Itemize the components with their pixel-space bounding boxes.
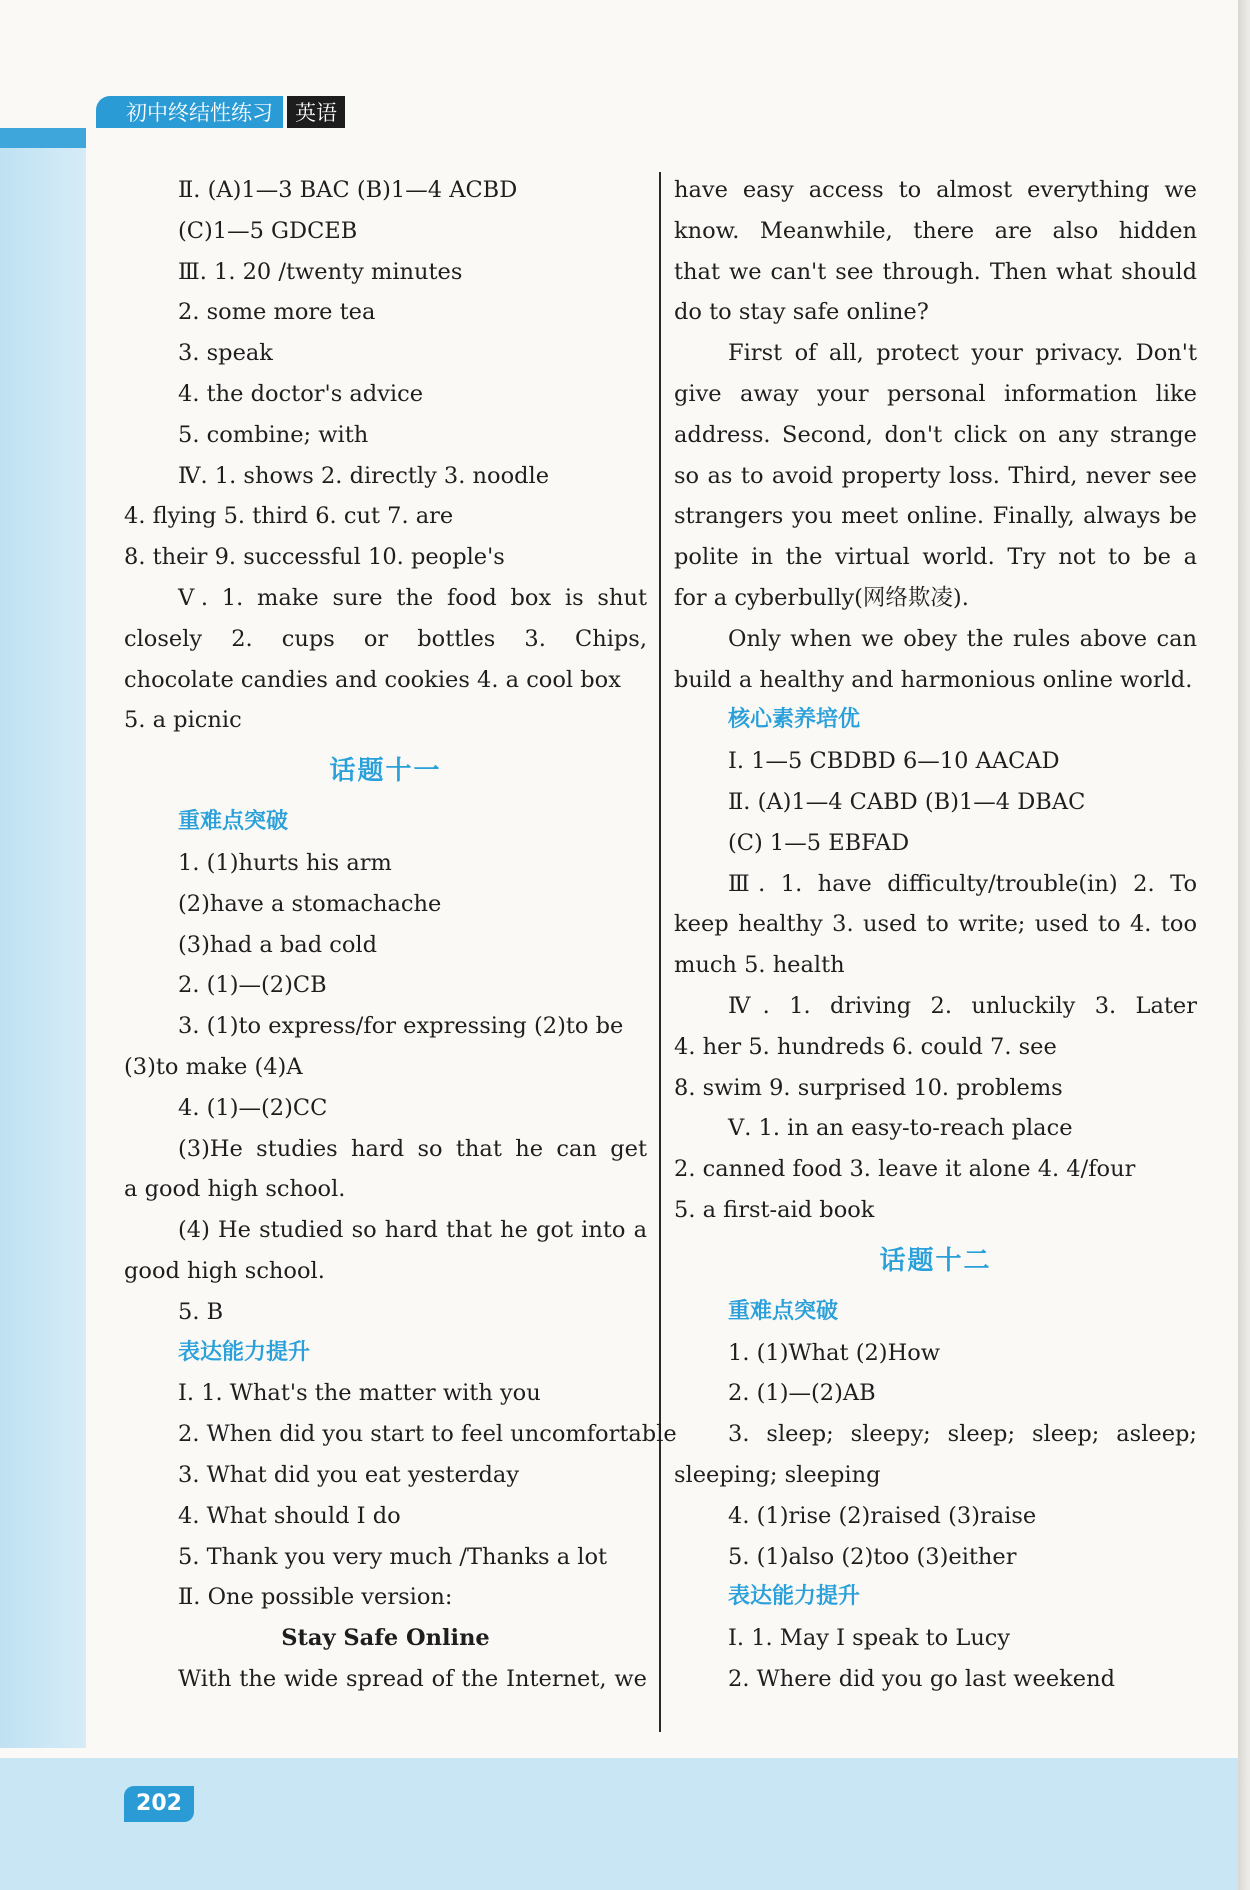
answer-line: much 5. health xyxy=(674,952,845,979)
answer-line: Ⅴ. 1. in an easy-to-reach place xyxy=(728,1115,1073,1142)
essay-line: Only when we obey the rules above can xyxy=(728,625,1197,652)
answer-line: 4. (1)—(2)CC xyxy=(178,1094,328,1121)
answer-line: 3. What did you eat yesterday xyxy=(178,1461,520,1488)
answer-line: (3)had a bad cold xyxy=(178,931,378,958)
answer-line: 3. (1)to express/for expressing (2)to be xyxy=(178,1013,624,1040)
topic-heading: 话题十一 xyxy=(329,756,442,787)
essay-line: address. Second, don't click on any strange xyxy=(674,421,1197,448)
answer-line: (3)to make (4)A xyxy=(124,1053,303,1080)
answer-line: 4. her 5. hundreds 6. could 7. see xyxy=(674,1033,1057,1060)
answer-line: 2. When did you start to feel uncomfortable xyxy=(178,1421,677,1448)
answer-line: 2. Where did you go last weekend xyxy=(728,1665,1116,1692)
bottom-decorative-band xyxy=(0,1758,1238,1890)
essay-line: With the wide spread of the Internet, we xyxy=(178,1665,647,1692)
answer-line: a good high school. xyxy=(124,1176,346,1203)
answer-line: 8. their 9. successful 10. people's xyxy=(124,544,505,571)
essay-line: First of all, protect your privacy. Don't xyxy=(728,340,1197,367)
answer-line: 3. speak xyxy=(178,340,273,367)
answer-line: 5. a picnic xyxy=(124,707,242,734)
answer-line: 4. (1)rise (2)raised (3)raise xyxy=(728,1502,1037,1529)
answer-line: Ⅱ. (A)1—4 CABD (B)1—4 DBAC xyxy=(728,788,1086,815)
answer-line: (4) He studied so hard that he got into a xyxy=(178,1217,647,1244)
answer-line: sleeping; sleeping xyxy=(674,1461,881,1488)
essay-line: polite in the virtual world. Try not to be a xyxy=(674,544,1197,571)
section-heading: 表达能力提升 xyxy=(178,1339,311,1365)
answer-line: (C)1—5 GDCEB xyxy=(178,217,358,244)
answer-line: closely 2. cups or bottles 3. Chips, xyxy=(124,625,647,652)
answer-line: keep healthy 3. used to write; used to 4. too xyxy=(674,911,1197,938)
answer-line: Ⅲ. 1. 20 /twenty minutes xyxy=(178,258,463,285)
left-column xyxy=(124,170,677,1700)
right-column xyxy=(674,170,1197,1700)
answer-line: good high school. xyxy=(124,1257,325,1284)
answer-line: 1. (1)hurts his arm xyxy=(178,849,392,876)
answer-line: chocolate candies and cookies 4. a cool box xyxy=(124,666,621,693)
essay-line: strangers you meet online. Finally, always be xyxy=(674,503,1197,530)
book-series-title: 初中终结性练习 xyxy=(96,96,283,128)
answer-line: Ⅰ. 1—5 CBDBD 6—10 AACAD xyxy=(728,748,1060,775)
answer-line: Ⅳ. 1. driving 2. unluckily 3. Later xyxy=(728,992,1197,1019)
answer-line: Ⅳ. 1. shows 2. directly 3. noodle xyxy=(178,462,550,489)
top-decorative-stripe xyxy=(0,128,86,148)
essay-line: build a healthy and harmonious online world. xyxy=(674,666,1193,693)
answer-line: 5. combine; with xyxy=(178,421,369,448)
column-divider xyxy=(659,172,661,1732)
answer-line: 5. (1)also (2)too (3)either xyxy=(728,1543,1017,1570)
answer-line: 3. sleep; sleepy; sleep; sleep; asleep; xyxy=(728,1421,1197,1448)
answer-line: 2. (1)—(2)CB xyxy=(178,972,327,999)
answer-line: 8. swim 9. surprised 10. problems xyxy=(674,1074,1063,1101)
answer-line: 2. some more tea xyxy=(178,299,376,326)
section-heading: 重难点突破 xyxy=(728,1298,839,1324)
answer-line: (3)He studies hard so that he can get xyxy=(178,1135,647,1162)
left-decorative-band xyxy=(0,148,86,1748)
essay-line: know. Meanwhile, there are also hidden xyxy=(674,217,1197,244)
answer-line: 5. B xyxy=(178,1298,224,1325)
page-header xyxy=(96,96,345,128)
answer-line: Ⅲ. 1. have difficulty/trouble(in) 2. To xyxy=(728,870,1197,897)
subject-label: 英语 xyxy=(287,96,345,128)
essay-line: so as to avoid property loss. Third, never see xyxy=(674,462,1197,489)
section-heading: 表达能力提升 xyxy=(728,1584,861,1610)
essay-line: give away your personal information like xyxy=(674,380,1197,407)
answer-line: Ⅰ. 1. May I speak to Lucy xyxy=(728,1625,1011,1652)
page-number: 202 xyxy=(124,1786,194,1822)
topic-heading: 话题十二 xyxy=(879,1245,992,1276)
answer-line: Ⅱ. One possible version: xyxy=(178,1584,453,1611)
answer-line: 4. the doctor's advice xyxy=(178,380,424,407)
answer-line: 5. Thank you very much /Thanks a lot xyxy=(178,1543,608,1570)
section-heading: 核心素养培优 xyxy=(728,707,861,733)
answer-line: 4. What should I do xyxy=(178,1502,401,1529)
answer-line: Ⅱ. (A)1—3 BAC (B)1—4 ACBD xyxy=(178,177,518,203)
bottom-curve xyxy=(86,1690,1238,1758)
answer-line: 1. (1)What (2)How xyxy=(728,1339,941,1366)
page-edge xyxy=(1238,0,1250,1890)
answer-line: Ⅰ. 1. What's the matter with you xyxy=(178,1380,541,1407)
essay-line: that we can't see through. Then what should xyxy=(674,258,1197,285)
answer-line: 2. canned food 3. leave it alone 4. 4/four xyxy=(674,1156,1136,1183)
section-heading: 重难点突破 xyxy=(178,809,289,835)
essay-line: for a cyberbully(网络欺凌). xyxy=(674,584,969,611)
answer-line: (C) 1—5 EBFAD xyxy=(728,829,910,856)
answer-line: 5. a first-aid book xyxy=(674,1196,875,1223)
answer-line: 2. (1)—(2)AB xyxy=(728,1380,876,1407)
answer-line: Ⅴ. 1. make sure the food box is shut xyxy=(178,584,647,611)
answer-line: (2)have a stomachache xyxy=(178,890,442,917)
answer-line: 4. flying 5. third 6. cut 7. are xyxy=(124,503,454,530)
essay-line: do to stay safe online? xyxy=(674,299,929,326)
essay-title: Stay Safe Online xyxy=(281,1625,490,1652)
essay-line: have easy access to almost everything we xyxy=(674,177,1197,203)
